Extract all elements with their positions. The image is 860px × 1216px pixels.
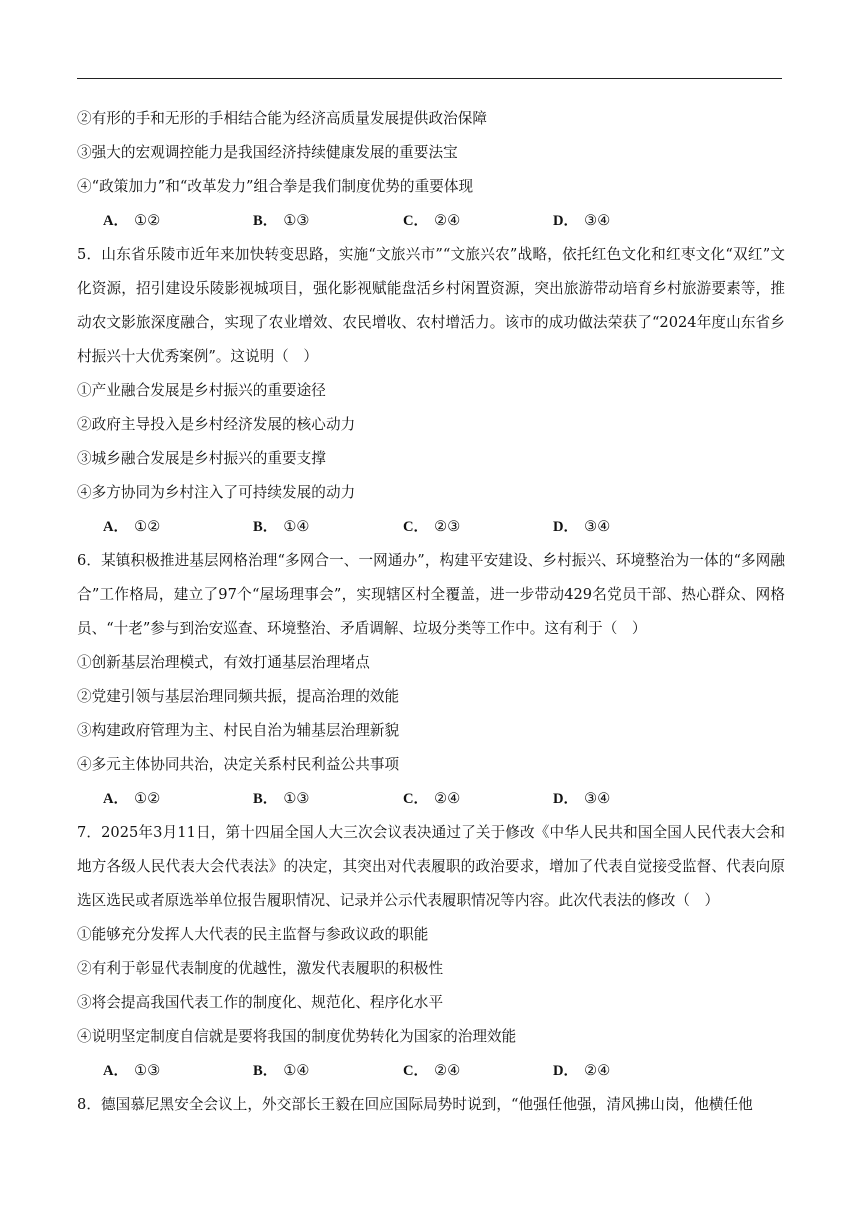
q5-options (77, 510, 785, 544)
q4-statement-3: ③强大的宏观调控能力是我国经济持续健康发展的重要法宝 (77, 144, 458, 161)
q8-stem: 8．德国慕尼黑安全会议上，外交部长王毅在回应国际局势时说到，“他强任他强，清风拂山岗，他横任他 (77, 1096, 753, 1113)
q6-option-d[interactable]: D． ③④ (553, 790, 611, 807)
q7-option-c[interactable]: C． ②④ (403, 1062, 461, 1079)
question-5 (77, 238, 785, 544)
page-content (77, 102, 785, 1122)
q5-stem: 5．山东省乐陵市近年来加快转变思路，实施“文旅兴市”“文旅兴农”战略，依托红色文化和红枣文化“双红”文化资源，招引建设乐陵影视城项目，强化影视赋能盘活乡村闲置资源，突出旅游带动培育乡村旅游要素等，推动农文影旅深度融合，实现了农业增效、农民增收、农村增活力。该市的成功做法荣获了“2024年度山东省乡村振兴十大优秀案例”。这说明（ ） (77, 246, 785, 365)
q6-statement-3: ③构建政府管理为主、村民自治为辅基层治理新貌 (77, 722, 400, 739)
q5-option-b[interactable]: B． ①④ (253, 518, 310, 535)
question-6 (77, 544, 785, 816)
q7-statement-4: ④说明坚定制度自信就是要将我国的制度优势转化为国家的治理效能 (77, 1028, 517, 1045)
q4-option-b[interactable]: B． ①③ (253, 212, 310, 229)
question-4 (77, 102, 785, 238)
q6-statement-2: ②党建引领与基层治理同频共振，提高治理的效能 (77, 688, 400, 705)
q7-statement-1: ①能够充分发挥人大代表的民主监督与参政议政的职能 (77, 926, 429, 943)
q4-statement-4: ④“政策加力”和“改革发力”组合拳是我们制度优势的重要体现 (77, 178, 474, 195)
q6-option-c[interactable]: C． ②④ (403, 790, 461, 807)
q7-options (77, 1054, 785, 1088)
q7-stem: 7．2025年3月11日，第十四届全国人大三次会议表决通过了关于修改《中华人民共和国全国人民代表大会和地方各级人民代表大会代表法》的决定，其突出对代表履职的政治要求，增加了代表自觉接受监督、代表向原选区选民或者原选举单位报告履职情况、记录并公示代表履职情况等内容。此次代表法的修改（ ） (77, 824, 785, 909)
q5-statement-2: ②政府主导投入是乡村经济发展的核心动力 (77, 416, 356, 433)
q6-stem: 6．某镇积极推进基层网格治理“多网合一、一网通办”，构建平安建设、乡村振兴、环境整治为一体的“多网融合”工作格局，建立了97个“屋场理事会”，实现辖区村全覆盖，进一步带动429名党员干部、热心群众、网格员、“十老”参与到治安巡查、环境整治、矛盾调解、垃圾分类等工作中。这有利于（ ） (77, 552, 785, 637)
q5-option-c[interactable]: C． ②③ (403, 518, 461, 535)
q6-statement-1: ①创新基层治理模式，有效打通基层治理堵点 (77, 654, 370, 671)
q7-statement-3: ③将会提高我国代表工作的制度化、规范化、程序化水平 (77, 994, 444, 1011)
q4-option-c[interactable]: C． ②④ (403, 212, 461, 229)
q5-statement-3: ③城乡融合发展是乡村振兴的重要支撑 (77, 450, 326, 467)
q6-options (77, 782, 785, 816)
q7-option-b[interactable]: B． ①④ (253, 1062, 310, 1079)
q6-option-a[interactable]: A． ①② (103, 790, 161, 807)
q6-statement-4: ④多元主体协同共治，决定关系村民利益公共事项 (77, 756, 400, 773)
q7-option-a[interactable]: A． ①③ (103, 1062, 161, 1079)
question-7 (77, 816, 785, 1088)
q5-statement-1: ①产业融合发展是乡村振兴的重要途径 (77, 382, 326, 399)
q4-statement-2: ②有形的手和无形的手相结合能为经济高质量发展提供政治保障 (77, 110, 488, 127)
q7-option-d[interactable]: D． ②④ (553, 1062, 611, 1079)
header-rule (77, 78, 782, 79)
question-8 (77, 1088, 785, 1122)
q6-option-b[interactable]: B． ①③ (253, 790, 310, 807)
q7-statement-2: ②有利于彰显代表制度的优越性，激发代表履职的积极性 (77, 960, 444, 977)
q4-option-a[interactable]: A． ①② (103, 212, 161, 229)
q5-option-d[interactable]: D． ③④ (553, 518, 611, 535)
q4-option-d[interactable]: D． ③④ (553, 212, 611, 229)
q5-statement-4: ④多方协同为乡村注入了可持续发展的动力 (77, 484, 356, 501)
q4-options (77, 204, 785, 238)
q5-option-a[interactable]: A． ①② (103, 518, 161, 535)
